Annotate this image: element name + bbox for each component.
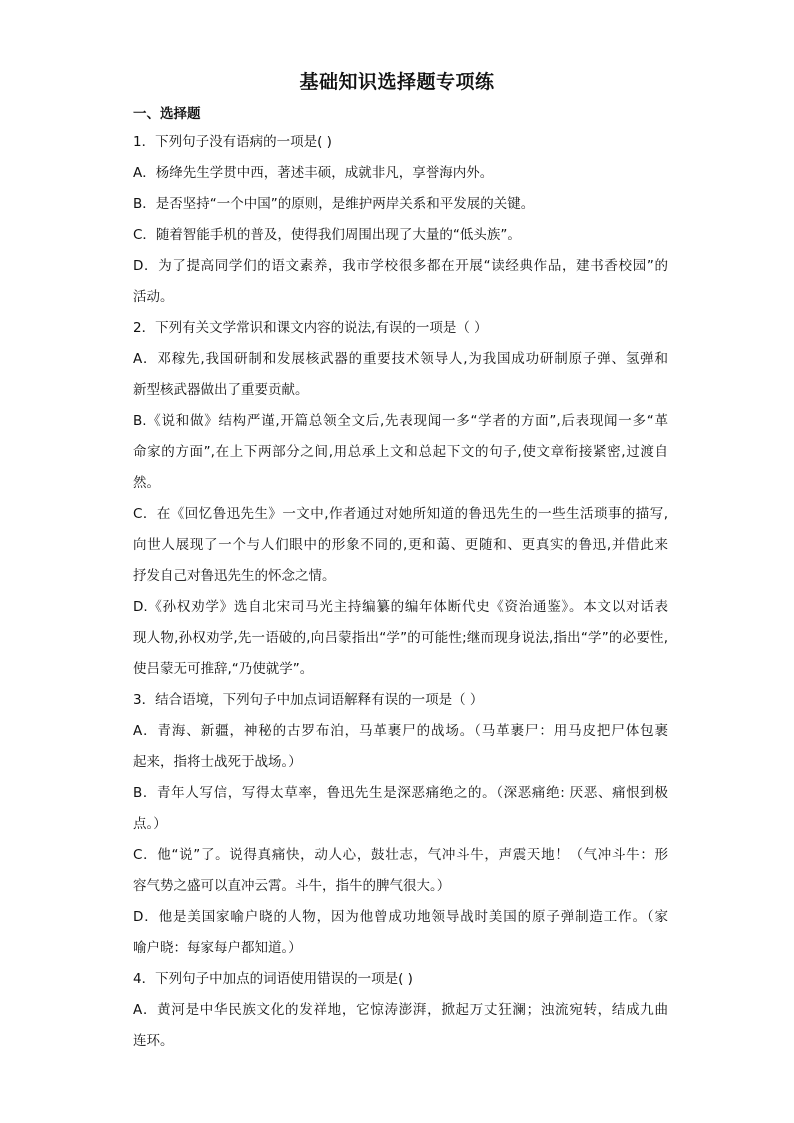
text-line: 然。 bbox=[133, 475, 160, 491]
section-heading: 一、选择题 bbox=[133, 106, 201, 122]
text-line: 1．下列句子没有语病的一项是( ) bbox=[133, 134, 332, 150]
text-line: D．他是美国家喻户晓的人物，因为他曾成功地领导战时美国的原子弹制造工作。（家 bbox=[133, 909, 668, 925]
text-line: 起来，指将士战死于战场。） bbox=[133, 754, 302, 770]
text-line: D.《孙权劝学》选自北宋司马光主持编纂的编年体断代史《资治通鉴》。本文以对话表 bbox=[133, 599, 668, 615]
text-line: A．黄河是中华民族文化的发祥地，它惊涛澎湃，掀起万丈狂澜；浊流宛转，结成九曲 bbox=[133, 1002, 668, 1018]
text-line: 2．下列有关文学常识和课文内容的说法,有误的一项是（ ） bbox=[133, 320, 488, 336]
text-line: B．青年人写信，写得太草率，鲁迅先生是深恶痛绝之的。（深恶痛绝: 厌恶、痛恨到极 bbox=[133, 785, 668, 801]
text-line: 容气势之盛可以直冲云霄。斗牛，指牛的脾气很大。） bbox=[133, 878, 451, 894]
text-line: 使吕蒙无可推辞,“乃使就学”。 bbox=[133, 661, 314, 677]
text-line: 新型核武器做出了重要贡献。 bbox=[133, 382, 309, 398]
text-line: 命家的方面”,在上下两部分之间,用总承上文和总起下文的句子,使文章衔接紧密,过渡自 bbox=[133, 444, 668, 460]
text-line: C．随着智能手机的普及，使得我们周围出现了大量的“低头族”。 bbox=[133, 227, 521, 243]
text-line: 向世人展现了一个与人们眼中的形象不同的,更和蔼、更随和、更真实的鲁迅,并借此来 bbox=[133, 537, 668, 553]
text-line: 活动。 bbox=[133, 289, 174, 305]
text-line: 抒发自己对鲁迅先生的怀念之情。 bbox=[133, 568, 336, 584]
question-lines bbox=[133, 127, 668, 1057]
text-line: 现人物,孙权劝学,先一语破的,向吕蒙指出“学”的可能性;继而现身说法,指出“学”的必要性, bbox=[133, 630, 668, 646]
text-line: 喻户晓：每家每户都知道。） bbox=[133, 940, 302, 956]
text-line: B．是否坚持“一个中国”的原则，是维护两岸关系和平发展的关键。 bbox=[133, 196, 535, 212]
text-line: A．邓稼先,我国研制和发展核武器的重要技术领导人,为我国成功研制原子弹、氢弹和 bbox=[133, 351, 668, 367]
text-line: A．杨绛先生学贯中西，著述丰硕，成就非凡，享誉海内外。 bbox=[133, 165, 494, 181]
text-line: 点。） bbox=[133, 816, 167, 832]
text-line: C．他“说”了。说得真痛快，动人心，鼓壮志，气冲斗牛，声震天地！（气冲斗牛：形 bbox=[133, 847, 668, 863]
text-line: 3．结合语境，下列句子中加点词语解释有误的一项是（ ） bbox=[133, 692, 484, 708]
text-line: B.《说和做》结构严谨,开篇总领全文后,先表现闻一多“学者的方面”,后表现闻一多“革 bbox=[133, 413, 668, 429]
text-line: A．青海、新疆，神秘的古罗布泊，马革裹尸的战场。（马革裹尸：用马皮把尸体包裹 bbox=[133, 723, 668, 739]
text-line: C．在《回忆鲁迅先生》一文中,作者通过对她所知道的鲁迅先生的一些生活琐事的描写, bbox=[133, 506, 668, 522]
text-line: 4．下列句子中加点的词语使用错误的一项是( ) bbox=[133, 971, 413, 987]
document-title: 基础知识选择题专项练 bbox=[299, 71, 495, 93]
document-body bbox=[133, 102, 668, 1057]
text-line: D．为了提高同学们的语文素养，我市学校很多都在开展“读经典作品，建书香校园”的 bbox=[133, 258, 668, 274]
text-line: 连环。 bbox=[133, 1033, 174, 1049]
